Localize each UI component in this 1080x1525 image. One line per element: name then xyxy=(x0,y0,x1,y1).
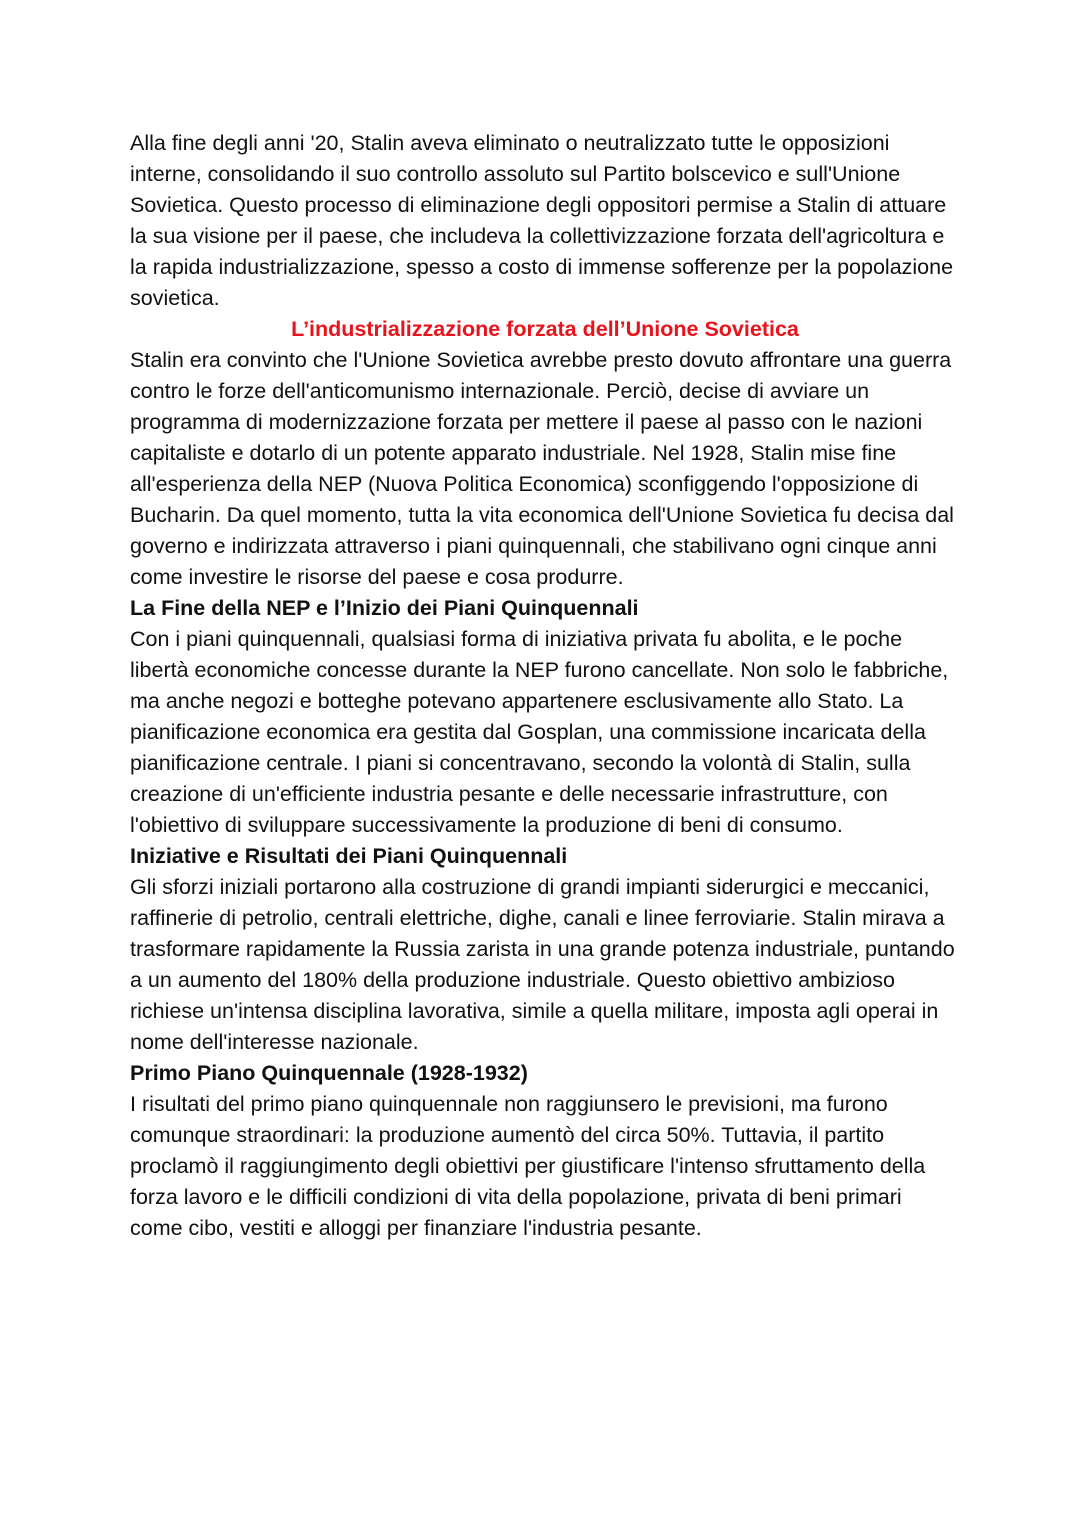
heading-iniziative-risultati: Iniziative e Risultati dei Piani Quinquennali xyxy=(130,844,568,868)
intro-paragraph: Alla fine degli anni '20, Stalin aveva eliminato o neutralizzato tutte le opposizioni interne, consolidando il suo controllo assoluto sul Partito bolscevico e sull'Unione Sovietica. Questo processo di eliminazione degli oppositori permise a Stalin di attuare la sua visione per il paese, che includeva la collettivizzazione forzata dell'agricoltura e la rapida industrializzazione, spesso a costo di immense sofferenze per la popolazione sovietica. xyxy=(130,131,954,310)
heading-primo-piano: Primo Piano Quinquennale (1928-1932) xyxy=(130,1061,528,1085)
heading-fine-nep: La Fine della NEP e l’Inizio dei Piani Quinquennali xyxy=(130,596,639,620)
section-body-primo-piano: I risultati del primo piano quinquennale non raggiunsero le previsioni, ma furono comunque straordinari: la produzione aumentò del circa 50%. Tuttavia, il partito proclamò il raggiungimento degli obiettivi per giustificare l'intenso sfruttamento della forza lavoro e le difficili condizioni di vita della popolazione, privata di beni primari come cibo, vestiti e alloggi per finanziare l'industria pesante. xyxy=(130,1092,926,1240)
section-body-fine-nep: Con i piani quinquennali, qualsiasi forma di iniziativa privata fu abolita, e le poche libertà economiche concesse durante la NEP furono cancellate. Non solo le fabbriche, ma anche negozi e botteghe potevano appartenere esclusivamente allo Stato. La pianificazione economica era gestita dal Gosplan, una commissione incaricata della pianificazione centrale. I piani si concentravano, secondo la volontà di Stalin, sulla creazione di un'efficiente industria pesante e delle necessarie infrastrutture, con l'obiettivo di sviluppare successivamente la produzione di beni di consumo. xyxy=(130,627,949,837)
section-body-iniziative-risultati: Gli sforzi iniziali portarono alla costruzione di grandi impianti siderurgici e meccanici, raffinerie di petrolio, centrali elettriche, dighe, canali e linee ferroviarie. Stalin mirava a trasformare rapidamente la Russia zarista in una grande potenza industriale, puntando a un aumento del 180% della produzione industriale. Questo obiettivo ambizioso richiese un'intensa disciplina lavorativa, simile a quella militare, imposta agli operai in nome dell'interesse nazionale. xyxy=(130,875,955,1054)
section-title: L’industrializzazione forzata dell’Unione Sovietica xyxy=(291,317,799,341)
section-body-industrialization: Stalin era convinto che l'Unione Sovietica avrebbe presto dovuto affrontare una guerra contro le forze dell'anticomunismo internazionale. Perciò, decise di avviare un programma di modernizzazione forzata per mettere il paese al passo con le nazioni capitaliste e dotarlo di un potente apparato industriale. Nel 1928, Stalin mise fine all'esperienza della NEP (Nuova Politica Economica) sconfiggendo l'opposizione di Bucharin. Da quel momento, tutta la vita economica dell'Unione Sovietica fu decisa dal governo e indirizzata attraverso i piani quinquennali, che stabilivano ogni cinque anni come investire le risorse del paese e cosa produrre. xyxy=(130,348,954,589)
document-page xyxy=(130,128,960,1244)
